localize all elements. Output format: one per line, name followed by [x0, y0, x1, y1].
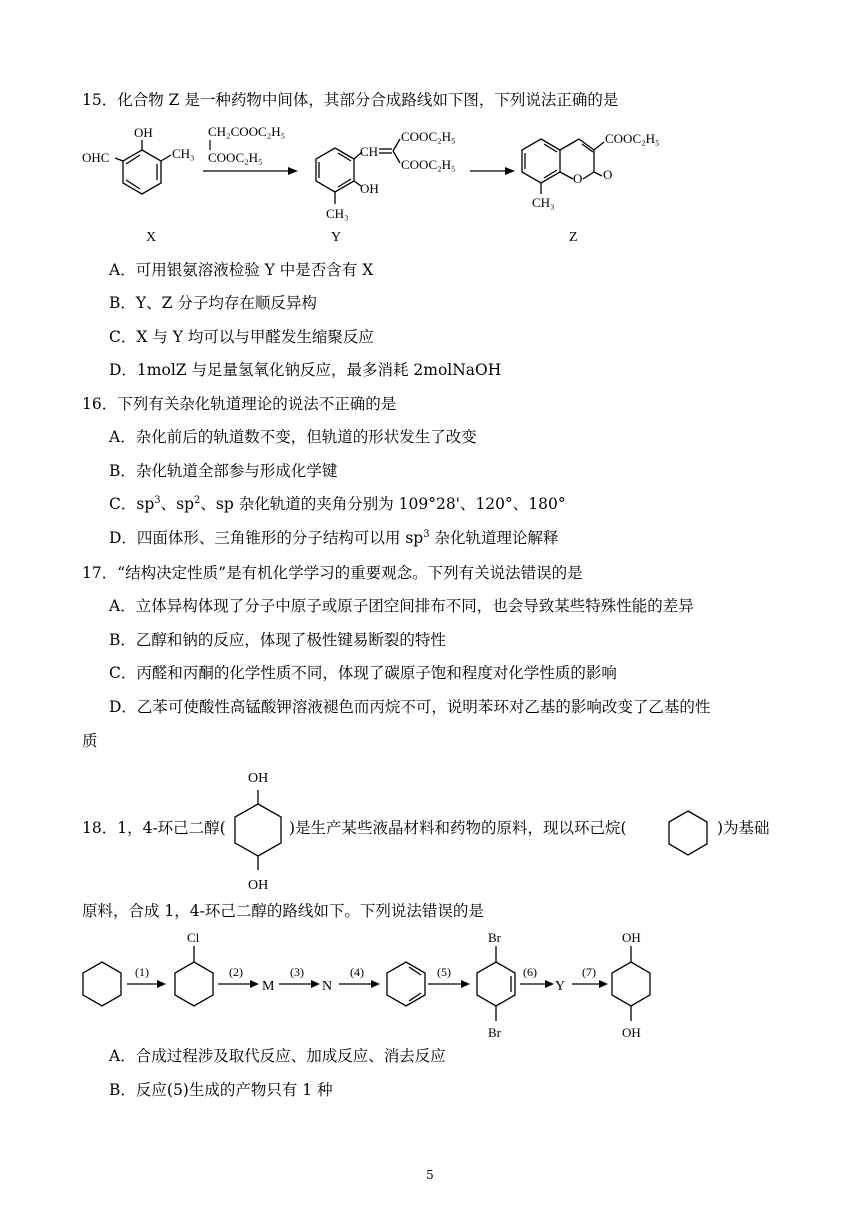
- q17-option-b[interactable]: B．乙醇和钠的反应，体现了极性键易断裂的特性: [109, 631, 446, 649]
- route-cyclohexanediol: [612, 946, 650, 1021]
- reaction-arrow-2: [470, 167, 515, 175]
- q18-stem-part3: )为基础: [717, 819, 770, 837]
- q16-d-sup: 3: [423, 528, 430, 540]
- y-ester2: COOC₂H₅: [401, 157, 456, 172]
- q15-option-a[interactable]: A．可用银氨溶液检验 Y 中是否含有 X: [109, 261, 374, 279]
- q18-option-a[interactable]: A．合成过程涉及取代反应、加成反应、消去反应: [109, 1047, 446, 1065]
- route-cl-label: Cl: [187, 930, 200, 945]
- step-1-label: (1): [135, 965, 149, 979]
- compound-y: [316, 139, 400, 204]
- q17-option-c[interactable]: C．丙醛和丙酮的化学性质不同，体现了碳原子饱和程度对化学性质的影响: [109, 664, 617, 682]
- y-ester1: COOC₂H₅: [401, 129, 456, 144]
- q15-synthesis-scheme: [0, 118, 860, 248]
- q16-c-rest: 、sp 杂化轨道的夹角分别为 109°28'、120°、180°: [200, 495, 566, 513]
- intermediate-y: Y: [555, 979, 566, 994]
- step-6-label: (6): [523, 965, 537, 979]
- q18-stem-part1: 18．1，4-环己二醇(: [82, 819, 226, 837]
- q16-d-rest: 杂化轨道理论解释: [429, 529, 559, 547]
- q17-stem: 17．“结构决定性质”是有机化学学习的重要观念。下列有关说法错误的是: [82, 564, 583, 582]
- step-5-label: (5): [437, 965, 451, 979]
- y-ch-group: CH: [360, 144, 379, 159]
- step-4-arrow: [339, 980, 380, 988]
- label-y: Y: [331, 230, 342, 245]
- step-2-arrow: [218, 980, 259, 988]
- reagent-line2: COOC₂H₅: [208, 150, 263, 165]
- step-4-label: (4): [350, 965, 364, 979]
- step-5-arrow: [428, 980, 470, 988]
- diol-oh-bottom: OH: [248, 878, 269, 893]
- label-z: Z: [569, 230, 578, 245]
- cyclohexanediol-structure: [235, 790, 281, 870]
- q15-option-d[interactable]: D．1molZ 与足量氢氧化钠反应，最多消耗 2molNaOH: [109, 361, 502, 379]
- q15-stem: 15．化合物 Z 是一种药物中间体，其部分合成路线如下图，下列说法正确的是: [82, 91, 619, 109]
- step-3-arrow: [279, 980, 320, 988]
- y-ch3-group: CH₃: [326, 206, 349, 221]
- compound-z: [522, 139, 604, 194]
- q17-option-a[interactable]: A．立体异构体现了分子中原子或原子团空间排布不同，也会导致某些特殊性能的差异: [109, 597, 694, 615]
- label-x: X: [146, 230, 157, 245]
- reagent-line1: CH₂COOC₂H₅: [208, 124, 286, 139]
- q16-option-d[interactable]: [109, 528, 559, 548]
- q17-option-d-continued: 质: [82, 732, 98, 750]
- x-ch3-group: CH₃: [172, 146, 195, 161]
- q18-stem-continued: 原料，合成 1，4-环己二醇的路线如下。下列说法错误的是: [82, 902, 484, 920]
- q16-option-b[interactable]: B．杂化轨道全部参与形成化学键: [109, 462, 338, 480]
- x-oh-group: OH: [134, 125, 153, 140]
- route-oh-bottom: OH: [622, 1025, 641, 1040]
- q18-option-b[interactable]: B．反应(5)生成的产物只有 1 种: [109, 1081, 333, 1099]
- cyclohexane-structure: [669, 811, 707, 855]
- z-ch3-group: CH₃: [532, 195, 555, 210]
- route-chlorocyclohexane: [175, 946, 213, 1006]
- route-dibromocyclohexene: [477, 946, 515, 1021]
- z-ring-oxygen: O: [573, 171, 583, 186]
- reaction-arrow-1: [203, 167, 298, 175]
- z-ester: COOC₂H₅: [605, 131, 660, 146]
- q16-stem: 16．下列有关杂化轨道理论的说法不正确的是: [82, 395, 397, 413]
- q15-option-b[interactable]: B．Y、Z 分子均存在顺反异构: [109, 294, 317, 312]
- q16-option-a[interactable]: A．杂化前后的轨道数不变，但轨道的形状发生了改变: [109, 428, 477, 446]
- compound-x: [115, 140, 171, 194]
- q16-c-prefix: C．sp: [109, 495, 155, 513]
- route-br-top: Br: [488, 930, 501, 945]
- q17-option-d[interactable]: D．乙苯可使酸性高锰酸钾溶液褪色而丙烷不可，说明苯环对乙基的影响改变了乙基的性: [109, 698, 711, 716]
- step-6-arrow: [520, 980, 554, 988]
- q16-option-c[interactable]: [109, 494, 566, 514]
- page-number: 5: [426, 1168, 434, 1182]
- step-2-label: (2): [229, 965, 243, 979]
- q16-c-sup1: 3: [154, 494, 161, 506]
- route-cyclohexane: [83, 962, 121, 1006]
- step-7-label: (7): [582, 965, 596, 979]
- step-1-arrow: [127, 980, 166, 988]
- x-cho-group: OHC: [82, 150, 110, 165]
- step-3-label: (3): [290, 965, 304, 979]
- q16-d-prefix: D．四面体形、三角锥形的分子结构可以用 sp: [109, 529, 424, 547]
- route-br-bottom: Br: [488, 1025, 501, 1040]
- q18-stem-part2: )是生产某些液晶材料和药物的原料，现以环己烷(: [289, 819, 627, 837]
- intermediate-m: M: [262, 979, 275, 994]
- q16-c-mid: 、sp: [160, 495, 195, 513]
- q18-synthesis-route: [0, 922, 860, 1047]
- q15-option-c[interactable]: C．X 与 Y 均可以与甲醛发生缩聚反应: [109, 328, 374, 346]
- intermediate-n: N: [322, 979, 333, 994]
- step-7-arrow: [572, 980, 608, 988]
- route-oh-top: OH: [622, 930, 641, 945]
- z-keto-oxygen: O: [603, 167, 613, 182]
- diol-oh-top: OH: [248, 771, 269, 786]
- q16-c-sup2: 2: [194, 494, 201, 506]
- route-cyclohexadiene: [387, 962, 425, 1006]
- y-oh-group: OH: [360, 181, 379, 196]
